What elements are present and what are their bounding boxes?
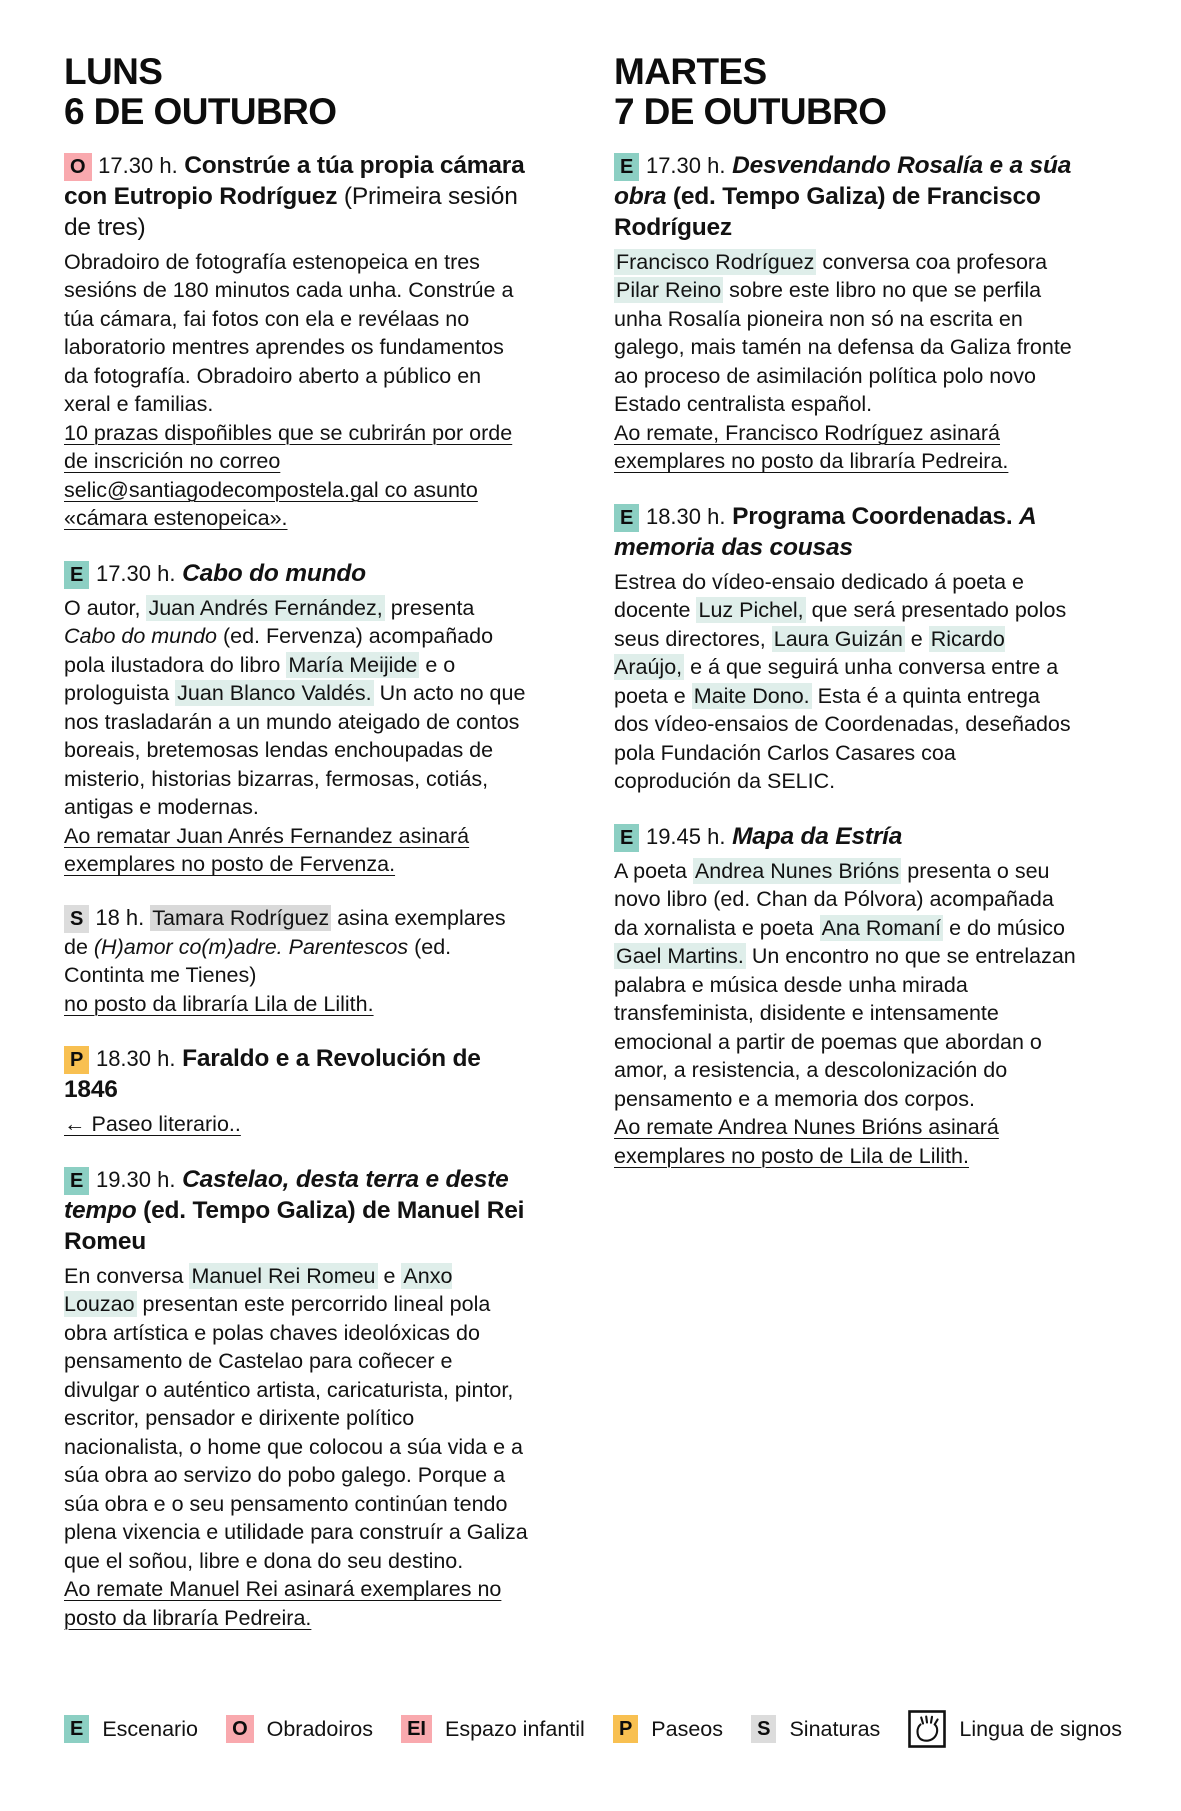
sign-language-icon bbox=[908, 1710, 946, 1748]
event-type-badge: E bbox=[64, 1167, 89, 1195]
legend bbox=[64, 1710, 1122, 1748]
event-title: (ed. Tempo Galiza) de Manuel Rei Romeu bbox=[64, 1196, 525, 1255]
event-time: 18.30 h. bbox=[95, 1046, 176, 1072]
underlined-note: 10 prazas dispoñibles que se cubrirán por orde de inscrición no correo selic@santiagodecompostela.gal co asunto «cámara estenopeica». bbox=[64, 420, 513, 531]
event-title-italic: Desvendando Rosalía e a súa obra bbox=[614, 151, 1072, 210]
event-time: 17.30 h. bbox=[95, 560, 176, 586]
event-title-italic: Cabo do mundo bbox=[182, 559, 366, 587]
event-body bbox=[64, 1262, 528, 1633]
text-segment: presentan este percorrido lineal pola obra artística e polas chaves ideolóxicas do pensamento de Castelao para coñecer e divulgar o auténtico artista, caricaturista, pintor, escritor, pensador e dirixente político nacionalista, o home que colocou a súa vida e a súa obra ao servizo do pobo galego. Porque a súa obra e o seu pensamento continúan tendo plena vixencia e utilidade para construír a Galiza que el soñou, libre e dona do seu destino. bbox=[64, 1292, 528, 1573]
event-entry bbox=[64, 558, 528, 879]
text-segment: Estrea do vídeo-ensaio dedicado á poeta e docente bbox=[614, 569, 1024, 623]
legend-item bbox=[751, 1715, 880, 1743]
event-head bbox=[64, 904, 528, 1019]
highlighted-name: Tamara Rodríguez bbox=[152, 905, 330, 930]
legend-item bbox=[401, 1715, 585, 1743]
text-segment: Obradoiro de fotografía estenopeica en tres sesións de 180 minutos cada unha. Constrúe a túa cámara, fai fotos con ela e revélaas no laboratorio mentres aprendes os fundamentos da fotografía. Obradoiro aberto a público en xeral e familias. bbox=[64, 249, 514, 417]
highlighted-name: Gael Martins. bbox=[616, 944, 744, 969]
text-segment: (ed. Continta me Tienes) bbox=[64, 934, 452, 988]
book-title: (H)amor co(m)adre. Parentescos bbox=[93, 934, 409, 959]
event-entry bbox=[64, 1043, 528, 1139]
underlined-note: Ao rematar Juan Anrés Fernandez asinará exemplares no posto de Fervenza. bbox=[64, 823, 470, 877]
event-time: 19.30 h. bbox=[95, 1166, 176, 1192]
text-segment: e o prologuista bbox=[64, 652, 456, 706]
event-time: 17.30 h. bbox=[645, 152, 726, 178]
legend-label: Sinaturas bbox=[789, 1716, 881, 1741]
event-body bbox=[64, 594, 528, 879]
text-segment: Un encontro no que se entrelazan palabra e música desde unha mirada transfeminista, disidente e intensamente emocional a partir de poemas que abordan o amor, a resistencia, a descolonización do pensamento e a memoria dos corpos. bbox=[614, 944, 1076, 1111]
legend-badge: P bbox=[613, 1715, 638, 1743]
event-type-badge: E bbox=[614, 153, 639, 181]
event-entry bbox=[614, 821, 1078, 1171]
text-segment: presenta o seu novo libro (ed. Chan da Pólvora) acompañada da xornalista e poeta bbox=[614, 858, 1054, 940]
event-type-badge: E bbox=[614, 824, 639, 852]
legend-badge: E bbox=[64, 1715, 89, 1743]
text-segment: Esta é a quinta entrega dos vídeo-ensaios de Coordenadas, deseñados pola Fundación Carlos Casares coa coprodución da SELIC. bbox=[614, 683, 1071, 794]
day-date: 6 DE OUTUBRO bbox=[64, 90, 337, 132]
text-segment: e bbox=[904, 626, 929, 651]
highlighted-name: Juan Andrés Fernández, bbox=[148, 595, 383, 620]
day-columns bbox=[64, 52, 1078, 1657]
legend-badge: O bbox=[226, 1715, 254, 1743]
event-title-italic: A memoria das cousas bbox=[614, 502, 1036, 561]
day-heading bbox=[614, 52, 1078, 132]
book-title: Cabo do mundo bbox=[64, 624, 217, 649]
highlighted-name: Ricardo Araújo, bbox=[614, 626, 1005, 680]
day-column bbox=[64, 52, 528, 1657]
event-head bbox=[64, 150, 528, 243]
event-body bbox=[614, 857, 1078, 1171]
text-segment: que será presentado polos seus directores, bbox=[614, 598, 1067, 651]
event-type-badge: E bbox=[64, 561, 89, 589]
event-entry bbox=[64, 1164, 528, 1633]
day-date: 7 DE OUTUBRO bbox=[614, 90, 887, 132]
event-entry bbox=[64, 150, 528, 533]
underlined-note: no posto da libraría Lila de Lilith. bbox=[64, 991, 374, 1016]
event-title: Constrúe a túa propia cámara con Eutropio Rodríguez bbox=[64, 151, 525, 210]
underlined-note: Ao remate Manuel Rei asinará exemplares no posto da libraría Pedreira. bbox=[64, 1577, 502, 1630]
event-title-italic: Castelao, desta terra e deste tempo bbox=[64, 1165, 509, 1224]
legend-item bbox=[613, 1715, 723, 1743]
highlighted-name: Francisco Rodríguez bbox=[616, 249, 815, 274]
event-body bbox=[64, 1110, 528, 1139]
event-type-badge: E bbox=[614, 504, 639, 532]
legend-label: Lingua de signos bbox=[959, 1716, 1122, 1741]
text-segment: En conversa bbox=[64, 1263, 190, 1288]
highlighted-name: Maite Dono. bbox=[693, 683, 810, 708]
event-time: 17.30 h. bbox=[98, 152, 178, 178]
highlighted-name: Ana Romaní bbox=[821, 915, 942, 940]
event-head bbox=[64, 1164, 528, 1257]
highlighted-name: Juan Blanco Valdés. bbox=[177, 681, 372, 706]
day-name: MARTES bbox=[614, 51, 767, 92]
event-entry bbox=[614, 150, 1078, 476]
text-segment: conversa coa profesora bbox=[816, 249, 1048, 274]
event-head bbox=[64, 1043, 528, 1105]
legend-label: Espazo infantil bbox=[445, 1716, 585, 1741]
text-segment: asina exemplares de bbox=[64, 905, 506, 959]
day-column bbox=[614, 52, 1078, 1657]
event-title: Programa Coordenadas. bbox=[732, 502, 1020, 530]
event-entry bbox=[614, 501, 1078, 796]
highlighted-name: María Meijide bbox=[288, 652, 418, 677]
highlighted-name: Andrea Nunes Brións bbox=[694, 858, 900, 883]
legend-item bbox=[64, 1715, 198, 1743]
highlighted-name: Manuel Rei Romeu bbox=[191, 1263, 376, 1288]
legend-badge: S bbox=[751, 1715, 776, 1743]
legend-item bbox=[908, 1710, 1122, 1748]
event-type-badge: S bbox=[64, 905, 89, 933]
event-body bbox=[614, 248, 1078, 476]
event-type-badge: O bbox=[64, 153, 92, 181]
event-time: 18 h. bbox=[95, 904, 145, 930]
event-head bbox=[64, 558, 528, 589]
event-title: (ed. Tempo Galiza) de Francisco Rodríguez bbox=[614, 182, 1041, 241]
event-time: 18.30 h. bbox=[645, 503, 726, 529]
legend-item bbox=[226, 1715, 373, 1743]
legend-label: Obradoiros bbox=[266, 1716, 373, 1741]
day-name: LUNS bbox=[64, 51, 163, 92]
event-body bbox=[64, 248, 528, 533]
event-head bbox=[614, 150, 1078, 243]
event-title-italic: Mapa da Estría bbox=[732, 822, 903, 850]
legend-label: Escenario bbox=[102, 1716, 198, 1741]
text-segment: e do músico bbox=[943, 915, 1066, 940]
text-segment: presenta bbox=[384, 595, 475, 620]
text-segment: (Primeira sesión de tres) bbox=[64, 182, 518, 241]
event-head bbox=[614, 821, 1078, 852]
highlighted-name: Pilar Reino bbox=[616, 278, 722, 303]
event-type-badge: P bbox=[64, 1046, 89, 1074]
text-segment: e bbox=[377, 1263, 402, 1288]
highlighted-name: Luz Pichel, bbox=[698, 598, 804, 623]
underlined-note: Ao remate Andrea Nunes Brións asinará exemplares no posto de Lila de Lilith. bbox=[614, 1115, 999, 1168]
legend-badge: EI bbox=[401, 1715, 432, 1743]
text-segment: A poeta bbox=[614, 858, 693, 883]
underlined-note: ← Paseo literario.. bbox=[64, 1112, 241, 1137]
underlined-note: Ao remate, Francisco Rodríguez asinará exemplares no posto da libraría Pedreira. bbox=[614, 420, 1009, 474]
event-body bbox=[614, 568, 1078, 796]
highlighted-name: Laura Guizán bbox=[773, 626, 903, 651]
text-segment: sobre este libro no que se perfila unha Rosalía pioneira non só na escrita en galego, mais tamén na defensa da Galiza fronte ao proceso de asimilación política polo novo Estado centralista español. bbox=[614, 278, 1072, 417]
event-entry bbox=[64, 904, 528, 1019]
event-title: Faraldo e a Revolución de 1846 bbox=[64, 1045, 481, 1104]
highlighted-name: Anxo Louzao bbox=[64, 1263, 453, 1317]
event-head bbox=[614, 501, 1078, 563]
text-segment: Un acto no que nos trasladarán a un mundo ateigado de contos boreais, bretemosas lendas enchoupadas de misterio, historias bizarras, fermosas, cotiás, antigas e modernas. bbox=[64, 681, 526, 820]
event-time: 19.45 h. bbox=[645, 823, 726, 849]
day-heading bbox=[64, 52, 528, 132]
text-segment: O autor, bbox=[64, 595, 147, 620]
text-segment: e á que seguirá unha conversa entre a poeta e bbox=[614, 655, 1059, 708]
legend-label: Paseos bbox=[651, 1716, 724, 1741]
text-segment: (ed. Fervenza) acompañado pola ilustadora do libro bbox=[64, 624, 494, 677]
